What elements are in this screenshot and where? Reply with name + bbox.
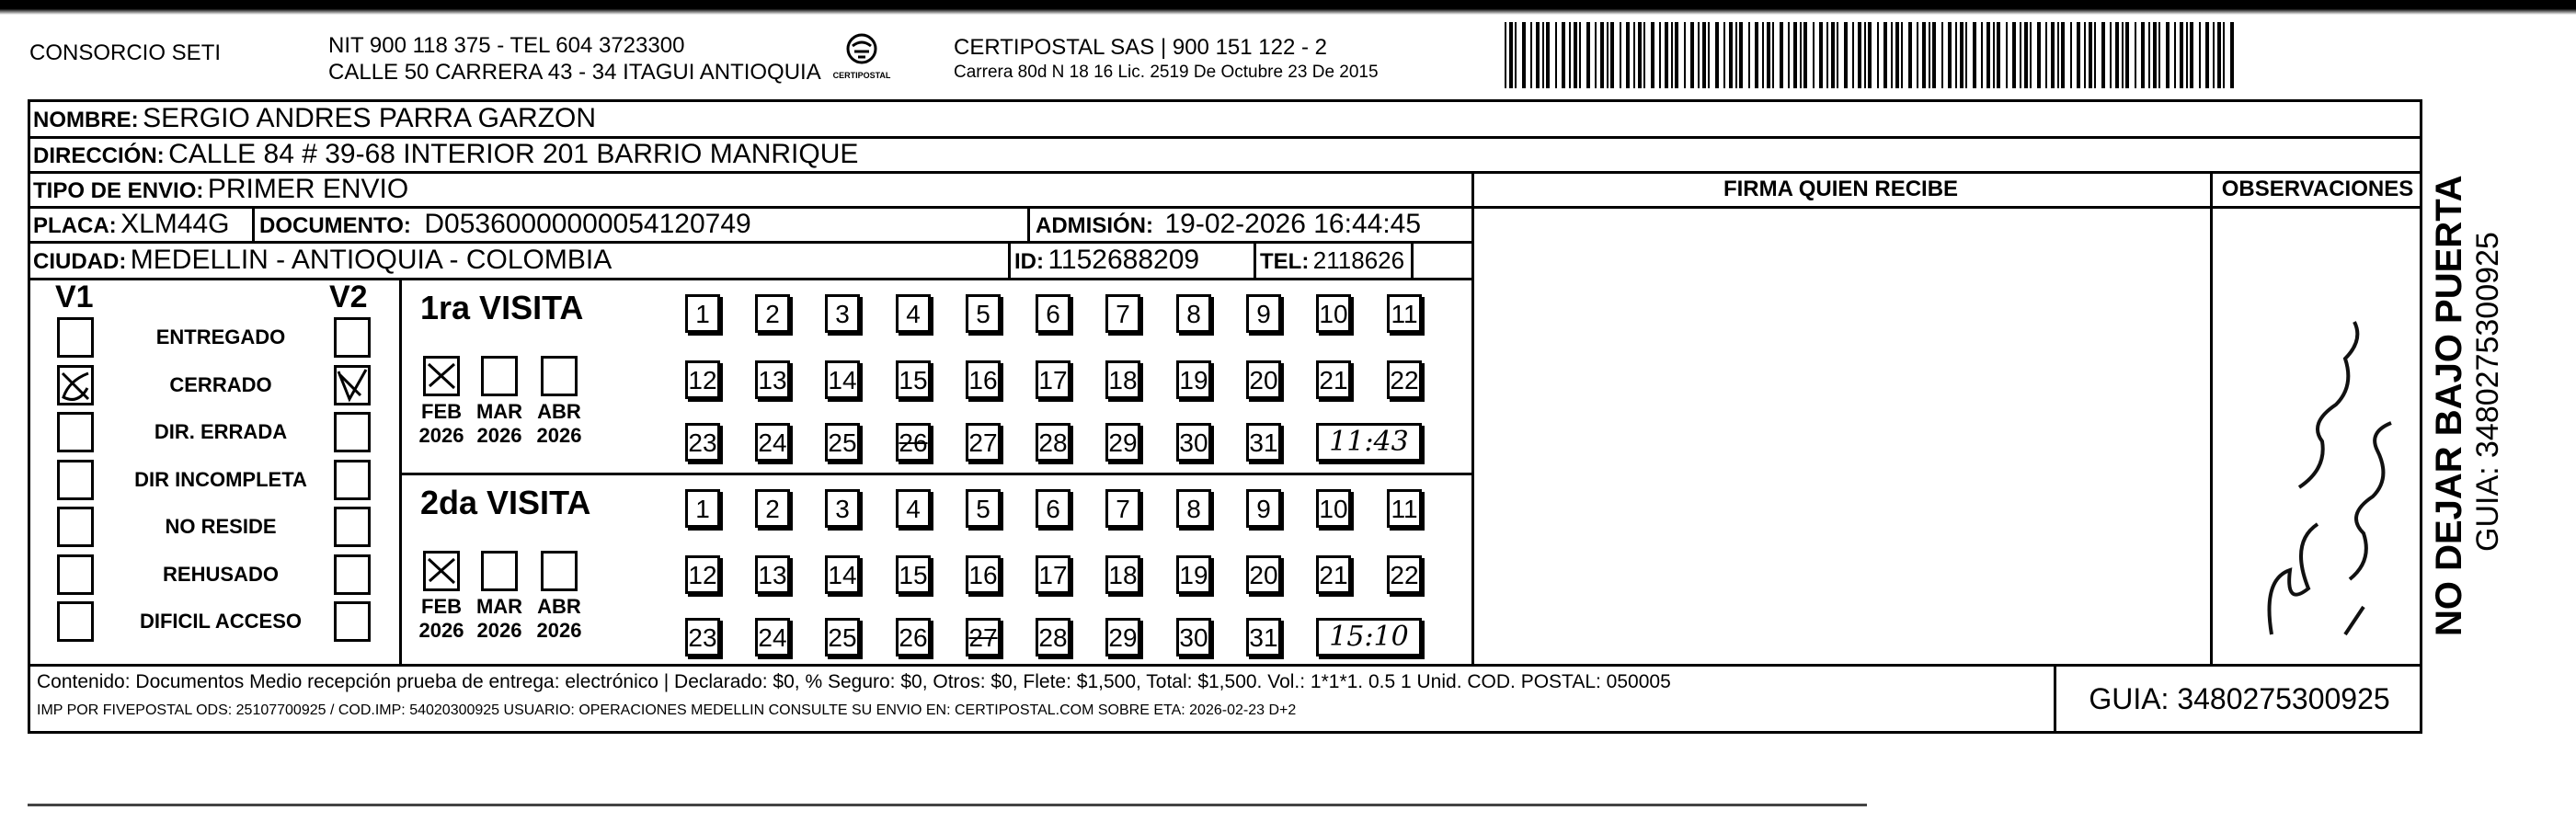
v1-checkbox[interactable] (57, 507, 94, 547)
barcode-bar (1895, 22, 1899, 88)
v1-checkbox[interactable] (57, 412, 94, 452)
month-label: FEB (421, 400, 462, 423)
footer-line1: Contenido: Documentos Medio recepción prueba de entrega: electrónico | Declarado: $0, % Seguro: $0, Otros: $0, Flete: $1,500, Total: $1,500. Vol.: 1*1*1. 0.5 1 Unid. COD. POSTAL: 050005 (37, 671, 1671, 692)
barcode-bar (1638, 22, 1642, 88)
barcode-bar (2135, 22, 2136, 88)
v2-checkbox[interactable] (334, 507, 371, 547)
barcode-bar (2186, 22, 2188, 88)
day-box[interactable]: 18 (1105, 555, 1140, 594)
barcode-bar (1922, 22, 1926, 88)
day-box[interactable]: 2 (755, 489, 790, 528)
barcode-bar (1965, 22, 1967, 88)
day-box[interactable]: 17 (1036, 360, 1070, 399)
footer-guide: GUIA: 3480275300925 (2089, 682, 2390, 715)
day-box[interactable]: 1 (685, 294, 720, 333)
status-label: DIFICIL ACCESO (139, 610, 302, 633)
year-label: 2026 (418, 619, 464, 642)
barcode-bar (1522, 22, 1526, 88)
day-box[interactable]: 1 (685, 489, 720, 528)
barcode-bar (2190, 22, 2193, 88)
year-label: 2026 (536, 424, 582, 447)
day-box[interactable]: 7 (1105, 489, 1140, 528)
day-box[interactable]: 14 (825, 360, 860, 399)
day-box[interactable]: 25 (825, 423, 860, 462)
status-label: CERRADO (169, 372, 272, 396)
barcode-bar (1868, 22, 1872, 88)
barcode-bar (1574, 22, 1577, 88)
year-label: 2026 (418, 424, 464, 447)
barcode-bar (2070, 22, 2072, 88)
barcode-bar (2199, 22, 2201, 88)
tel-value: 2118626 (1312, 246, 1405, 274)
barcode-bar (1586, 22, 1590, 88)
certipostal-line2: Carrera 80d N 18 16 Lic. 2519 De Octubre 23 De 2015 (954, 63, 1379, 82)
barcode-bar (2037, 22, 2041, 88)
visit-title: 2da VISITA (420, 484, 591, 521)
barcode-bar (1877, 22, 1879, 88)
logo-text: CERTIPOSTAL (832, 71, 891, 80)
day-box[interactable]: 6 (1036, 489, 1070, 528)
id-value: 1152688209 (1048, 245, 1200, 275)
day-box[interactable]: 21 (1316, 360, 1351, 399)
day-box[interactable]: 27 (966, 618, 1001, 656)
plate-value: XLM44G (120, 209, 230, 239)
barcode-bar (1569, 22, 1571, 88)
day-box[interactable]: 10 (1316, 489, 1351, 528)
company-name: CONSORCIO SETI (29, 40, 222, 65)
barcode-bar (1698, 22, 1700, 88)
barcode-bar (1542, 22, 1544, 88)
day-box[interactable]: 27 (966, 423, 1001, 462)
barcode-bar (2230, 22, 2234, 88)
barcode-bar (1536, 22, 1540, 88)
barcode-bar (2166, 22, 2170, 88)
barcode-bar (2012, 22, 2016, 88)
day-box[interactable]: 31 (1246, 423, 1281, 462)
barcode-bar (1803, 22, 1807, 88)
barcode-bar (2084, 22, 2086, 88)
city-value: MEDELLIN - ANTIOQUIA - COLOMBIA (130, 245, 613, 275)
barcode-bar (1908, 22, 1912, 88)
day-box[interactable]: 3 (825, 489, 860, 528)
certipostal-line1: CERTIPOSTAL SAS | 900 151 122 - 2 (954, 35, 1327, 60)
barcode-bar (2148, 22, 2150, 88)
day-box[interactable]: 28 (1036, 423, 1070, 462)
barcode-bar (1755, 22, 1758, 88)
barcode-bar (1767, 22, 1770, 88)
barcode-bar (1844, 22, 1848, 88)
day-box[interactable]: 6 (1036, 294, 1070, 333)
barcode-bar (2094, 22, 2096, 88)
month-checkbox[interactable] (423, 356, 460, 396)
check-mark-icon (337, 368, 368, 403)
day-box[interactable]: 20 (1246, 555, 1281, 594)
document-value: D05360000000054120749 (424, 209, 751, 239)
barcode-bar (1831, 22, 1835, 88)
barcode-bar (2122, 22, 2124, 88)
year-label: 2026 (476, 619, 522, 642)
day-box[interactable]: 7 (1105, 294, 1140, 333)
barcode-bar (1620, 22, 1621, 88)
month-checkbox[interactable] (423, 551, 460, 591)
barcode-bar (1651, 22, 1654, 88)
barcode-bar (2024, 22, 2028, 88)
barcode-bar (1607, 22, 1609, 88)
v2-checkbox[interactable] (334, 460, 371, 500)
day-box[interactable]: 20 (1246, 360, 1281, 399)
type-label: TIPO DE ENVIO: (33, 178, 204, 203)
barcode-bar (1610, 22, 1614, 88)
barcode-bar (2051, 22, 2055, 88)
month-checkbox[interactable] (481, 356, 518, 396)
barcode-bar (1659, 22, 1661, 88)
day-box[interactable]: 30 (1176, 618, 1211, 656)
barcode-bar (1600, 22, 1604, 88)
handwritten-time[interactable]: 11:43 (1316, 423, 1422, 462)
barcode-bar (2223, 22, 2225, 88)
day-box[interactable]: 29 (1105, 618, 1140, 656)
day-box[interactable]: 5 (966, 294, 1001, 333)
plate-label: PLACA: (33, 213, 117, 238)
day-box[interactable]: 13 (755, 360, 790, 399)
day-box[interactable]: 14 (825, 555, 860, 594)
barcode-bar (1981, 22, 1983, 88)
barcode-bar (2020, 22, 2021, 88)
barcode-bar (1852, 22, 1854, 88)
barcode-bar (2061, 22, 2065, 88)
barcode-bar (1690, 22, 1694, 88)
day-box[interactable]: 22 (1387, 555, 1422, 594)
barcode-bar (1993, 22, 1995, 88)
admission-label: ADMISIÓN: (1036, 213, 1153, 238)
barcode-bar (2030, 22, 2032, 88)
barcode-bar (1671, 22, 1673, 88)
barcode-bar (1675, 22, 1678, 88)
barcode-bar (2205, 22, 2209, 88)
day-box[interactable]: 13 (755, 555, 790, 594)
month-checkbox[interactable] (481, 551, 518, 591)
x-mark-icon (426, 554, 457, 588)
day-box[interactable]: 19 (1176, 360, 1211, 399)
barcode-bar (2077, 22, 2080, 88)
barcode-bar (1819, 22, 1823, 88)
scan-bottom-edge (28, 804, 1867, 806)
barcode-bar (1633, 22, 1635, 88)
barcode-bar (1723, 22, 1725, 88)
x-mark-icon (426, 359, 457, 394)
recipient-address: CALLE 84 # 39-68 INTERIOR 201 BARRIO MANRIQUE (168, 139, 859, 169)
barcode-bar (1955, 22, 1957, 88)
day-box[interactable]: 17 (1036, 555, 1070, 594)
day-box[interactable]: 30 (1176, 423, 1211, 462)
day-box[interactable]: 26 (896, 618, 931, 656)
id-label: ID: (1014, 249, 1044, 274)
side-guide: GUIA: 3480275300925 (2470, 232, 2505, 552)
day-box[interactable]: 10 (1316, 294, 1351, 333)
barcode-bar (2217, 22, 2221, 88)
barcode-bar (1793, 22, 1797, 88)
barcode-bar (2045, 22, 2047, 88)
city-label: CIUDAD: (33, 249, 127, 274)
barcode-bar (1826, 22, 1828, 88)
day-box[interactable]: 25 (825, 618, 860, 656)
barcode-bar (1684, 22, 1686, 88)
signature-header: FIRMA QUIEN RECIBE (1723, 177, 1959, 201)
barcode-bar (1917, 22, 1918, 88)
barcode-bar (2125, 22, 2129, 88)
barcode-bar (1505, 22, 1506, 88)
day-box[interactable]: 11 (1387, 294, 1422, 333)
name-label: NOMBRE: (33, 108, 139, 132)
year-label: 2026 (536, 619, 582, 642)
day-box[interactable]: 2 (755, 294, 790, 333)
barcode-bar (1813, 22, 1815, 88)
scan-top-edge (0, 0, 2576, 15)
barcode-bar (2213, 22, 2215, 88)
document-label: DOCUMENTO: (259, 213, 411, 238)
barcode-bar (1555, 22, 1557, 88)
barcode-bar (2158, 22, 2160, 88)
barcode-bar (1941, 22, 1943, 88)
month-checkbox[interactable] (541, 551, 578, 591)
barcode-bar (1864, 22, 1866, 88)
v1-checkbox[interactable] (57, 365, 94, 405)
month-label: FEB (421, 595, 462, 618)
day-box[interactable]: 12 (685, 360, 720, 399)
handwritten-signature (2235, 303, 2400, 653)
side-warning: NO DEJAR BAJO PUERTA (2429, 175, 2469, 636)
v2-checkbox[interactable] (334, 601, 371, 642)
day-box[interactable]: 11 (1387, 489, 1422, 528)
address-line: CALLE 50 CARRERA 43 - 34 ITAGUI ANTIOQUIA (328, 60, 821, 85)
day-box[interactable]: 24 (755, 618, 790, 656)
month-label: ABR (537, 400, 581, 423)
barcode-bar (1562, 22, 1565, 88)
barcode-bar (1858, 22, 1861, 88)
barcode-bar (1735, 22, 1737, 88)
day-box[interactable]: 16 (966, 555, 1001, 594)
barcode-bar (2141, 22, 2145, 88)
day-box[interactable]: 21 (1316, 555, 1351, 594)
x-mark-icon (60, 368, 91, 403)
barcode-bar (1929, 22, 1930, 88)
day-box[interactable]: 24 (755, 423, 790, 462)
day-box[interactable]: 5 (966, 489, 1001, 528)
day-box[interactable]: 18 (1105, 360, 1140, 399)
recipient-name: SERGIO ANDRES PARRA GARZON (143, 103, 596, 133)
day-box[interactable]: 9 (1246, 489, 1281, 528)
barcode-bar (1891, 22, 1893, 88)
day-box[interactable]: 28 (1036, 618, 1070, 656)
day-box[interactable]: 29 (1105, 423, 1140, 462)
day-box[interactable]: 4 (896, 489, 931, 528)
barcode-bar (1708, 22, 1710, 88)
barcode-bar (1772, 22, 1774, 88)
barcode (1505, 22, 2240, 88)
barcode-bar (1997, 22, 2000, 88)
day-box[interactable]: 15 (896, 360, 931, 399)
barcode-bar (1788, 22, 1790, 88)
barcode-bar (1762, 22, 1764, 88)
barcode-bar (2115, 22, 2119, 88)
v2-checkbox[interactable] (334, 317, 371, 358)
barcode-bar (2180, 22, 2183, 88)
v1-checkbox[interactable] (57, 460, 94, 500)
v1-checkbox[interactable] (57, 317, 94, 358)
handwritten-time[interactable]: 15:10 (1316, 618, 1422, 656)
barcode-bar (2057, 22, 2059, 88)
barcode-bar (1837, 22, 1838, 88)
barcode-bar (2110, 22, 2112, 88)
barcode-bar (1960, 22, 1963, 88)
day-box[interactable]: 31 (1246, 618, 1281, 656)
day-box[interactable]: 4 (896, 294, 931, 333)
certipostal-logo (832, 33, 891, 86)
admission-value: 19-02-2026 16:44:45 (1164, 209, 1422, 239)
barcode-bar (1546, 22, 1550, 88)
footer-line2: IMP POR FIVEPOSTAL ODS: 25107700925 / COD.IMP: 54020300925 USUARIO: OPERACIONES MEDELLIN CONSULTE SU ENVIO EN: CERTIPOSTAL.COM SOBRE ETA: 2026-02-23 D+2 (37, 702, 1297, 718)
observations-header: OBSERVACIONES (2221, 177, 2414, 201)
v2-checkbox[interactable] (334, 412, 371, 452)
day-box[interactable]: 22 (1387, 360, 1422, 399)
month-label: MAR (475, 400, 523, 423)
day-box[interactable]: 23 (685, 423, 720, 462)
v1-label: V1 (55, 280, 94, 314)
barcode-bar (1901, 22, 1903, 88)
visit-title: 1ra VISITA (420, 289, 584, 326)
day-box[interactable]: 15 (896, 555, 931, 594)
barcode-bar (2006, 22, 2008, 88)
barcode-bar (1626, 22, 1630, 88)
barcode-bar (1800, 22, 1802, 88)
barcode-bar (1715, 22, 1719, 88)
status-label: DIR. ERRADA (154, 420, 288, 443)
barcode-bar (1530, 22, 1532, 88)
barcode-bar (1739, 22, 1743, 88)
barcode-bar (1579, 22, 1581, 88)
barcode-bar (1948, 22, 1952, 88)
status-label: REHUSADO (163, 562, 279, 586)
barcode-bar (1729, 22, 1733, 88)
status-label: ENTREGADO (155, 325, 286, 348)
barcode-bar (1883, 22, 1887, 88)
day-box[interactable]: 23 (685, 618, 720, 656)
barcode-bar (1515, 22, 1517, 88)
v1-checkbox[interactable] (57, 554, 94, 595)
barcode-bar (1932, 22, 1936, 88)
day-box[interactable]: 3 (825, 294, 860, 333)
nit-line: NIT 900 118 375 - TEL 604 3723300 (328, 33, 685, 58)
day-box[interactable]: 12 (685, 555, 720, 594)
status-label: DIR INCOMPLETA (134, 467, 307, 491)
tel-label: TEL: (1260, 249, 1310, 274)
status-label: NO RESIDE (165, 515, 277, 538)
v1-checkbox[interactable] (57, 601, 94, 642)
barcode-bar (1748, 22, 1750, 88)
v2-checkbox[interactable] (334, 554, 371, 595)
day-box[interactable]: 19 (1176, 555, 1211, 594)
barcode-bar (1986, 22, 1990, 88)
barcode-bar (2089, 22, 2092, 88)
month-label: ABR (537, 595, 581, 618)
barcode-bar (2153, 22, 2157, 88)
v2-checkbox[interactable] (334, 365, 371, 405)
barcode-bar (1665, 22, 1668, 88)
barcode-bar (2101, 22, 2105, 88)
barcode-bar (1509, 22, 1513, 88)
barcode-bar (1780, 22, 1783, 88)
v2-label: V2 (329, 280, 368, 314)
barcode-bar (1595, 22, 1597, 88)
barcode-bar (1702, 22, 1706, 88)
day-box[interactable]: 16 (966, 360, 1001, 399)
year-label: 2026 (476, 424, 522, 447)
month-label: MAR (475, 595, 523, 618)
shipping-type: PRIMER ENVIO (207, 174, 409, 204)
month-checkbox[interactable] (541, 356, 578, 396)
day-box[interactable]: 8 (1176, 489, 1211, 528)
barcode-bar (2174, 22, 2176, 88)
day-box[interactable]: 9 (1246, 294, 1281, 333)
address-label: DIRECCIÓN: (33, 143, 165, 168)
day-box[interactable]: 26 (896, 423, 931, 462)
day-box[interactable]: 8 (1176, 294, 1211, 333)
barcode-bar (1973, 22, 1976, 88)
barcode-bar (1643, 22, 1645, 88)
